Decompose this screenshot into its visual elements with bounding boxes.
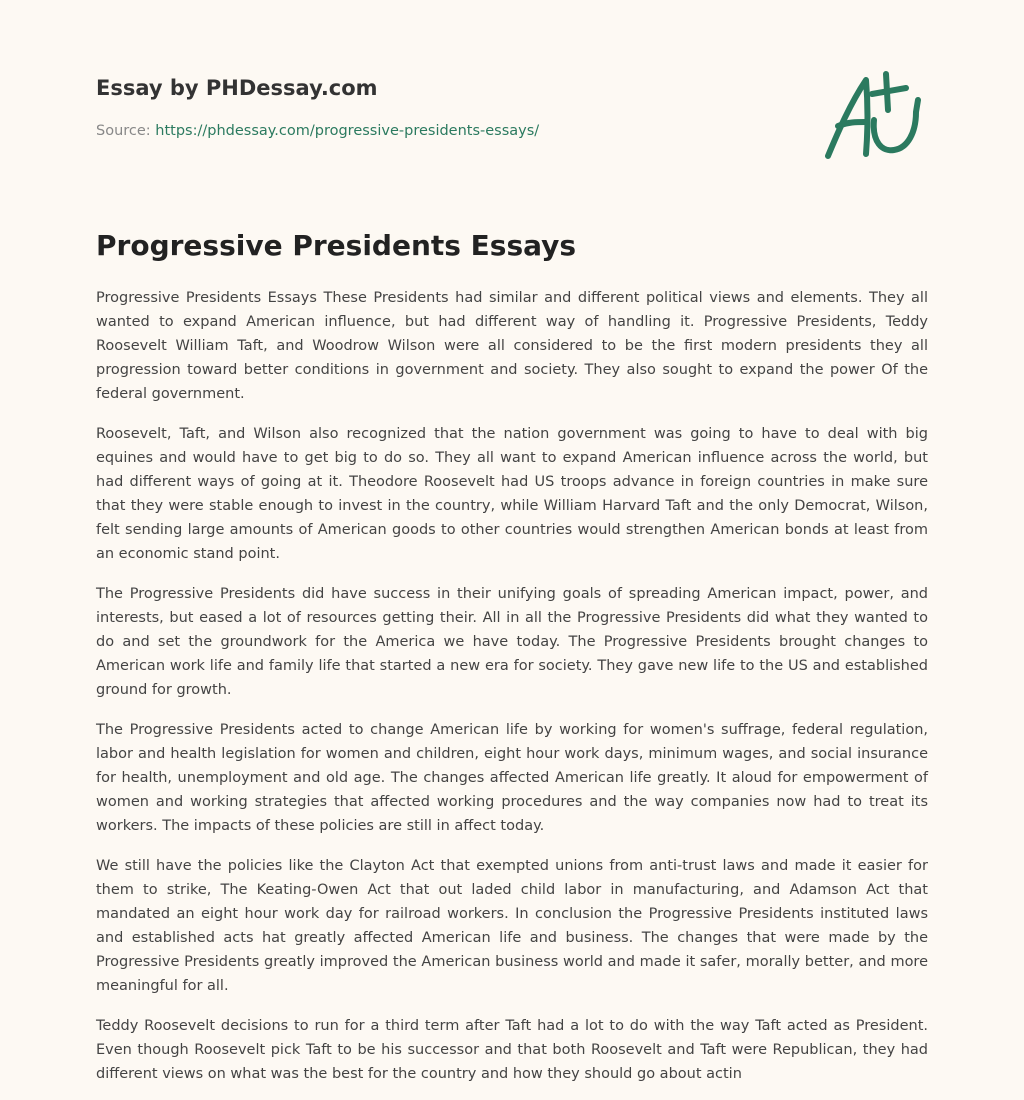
essay-paragraph-6: Teddy Roosevelt decisions to run for a third term after Taft had a lot to do with the way Taft acted as President. Even though Roosevelt pick Taft to be his successor and that both Roosevelt and Taft were Republican, they had different views on what was the best for the country and how they should go about actin (96, 1018, 928, 1082)
essay-paragraph-3: The Progressive Presidents did have success in their unifying goals of spreading American impact, power, and interests, but eased a lot of resources getting their. All in all the Progressive Presidents did what they wanted to do and set the groundwork for the America we have today. The Progressive Presidents brought changes to American work life and family life that started a new era for society. They gave new life to the US and established ground for growth. (96, 586, 928, 698)
essay-paragraph-4: The Progressive Presidents acted to change American life by working for women's suffrage, federal regulation, labor and health legislation for women and children, eight hour work days, minimum wages, and social insurance for health, unemployment and old age. The changes affected American life greatly. It aloud for empowerment of women and working strategies that affected working procedures and the way companies now had to treat its workers. The impacts of these policies are still in affect today. (96, 722, 928, 834)
essay-paragraph-2: Roosevelt, Taft, and Wilson also recognized that the nation government was going to have to deal with big equines and would have to get big to do so. They all want to expand American influence across the world, but had different ways of going at it. Theodore Roosevelt had US troops advance in foreign countries in make sure that they were stable enough to invest in the country, while William Harvard Taft and the only Democrat, Wilson, felt sending large amounts of American goods to other countries would strengthen American bonds at least from an economic stand point. (96, 426, 928, 562)
site-title: Essay by PHDessay.com (96, 76, 378, 100)
essay-paragraph-5: We still have the policies like the Clayton Act that exempted unions from anti-trust laws and made it easier for them to strike, The Keating-Owen Act that out laded child labor in manufacturing, and Adamson Act that mandated an eight hour work day for railroad workers. In conclusion the Progressive Presidents instituted laws and established acts hat greatly affected American life and business. The changes that were made by the Progressive Presidents greatly improved the American business world and made it safer, morally better, and more meaningful for all. (96, 858, 928, 994)
a-plus-grade-icon (822, 68, 926, 164)
source-label: Source: (96, 123, 156, 139)
source-link[interactable]: https://phdessay.com/progressive-presidents-essays/ (155, 123, 540, 139)
source-line (96, 123, 539, 139)
page-header (96, 0, 928, 180)
document-title: Progressive Presidents Essays (96, 229, 577, 262)
essay-paragraph-1: Progressive Presidents Essays These Presidents had similar and different political views and elements. They all wanted to expand American influence, but had different way of handling it. Progressive Presidents, Teddy Roosevelt William Taft, and Woodrow Wilson were all considered to be the first modern presidents they all progression toward better conditions in government and society. They also sought to expand the power Of the federal government. (96, 290, 928, 402)
essay-body (96, 286, 928, 1086)
